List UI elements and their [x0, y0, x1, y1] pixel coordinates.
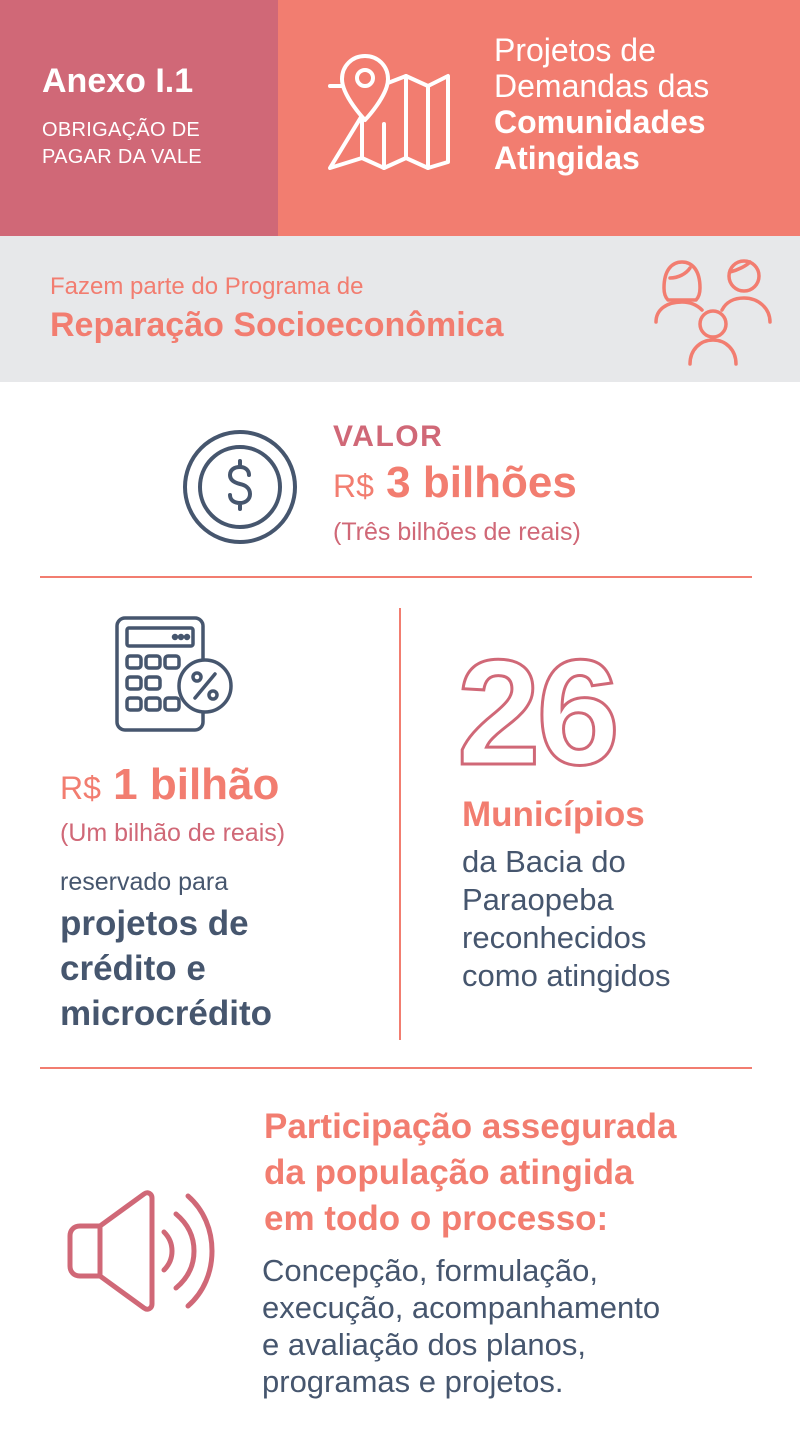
participation-title-line: Participação assegurada: [264, 1107, 677, 1146]
credit-target-line: microcrédito: [60, 994, 272, 1033]
municipalities-number-text: 26: [457, 652, 616, 772]
participation-line: Concepção, formulação,: [262, 1253, 599, 1288]
project-title-bold-text: Comunidades: [494, 104, 706, 140]
annex-subtitle-line: PAGAR DA VALE: [42, 146, 202, 168]
municipalities-description: [462, 843, 782, 995]
value-currency: R$: [333, 468, 374, 504]
credit-amount-number: 1 bilhão: [113, 760, 280, 809]
annex-subtitle-line: OBRIGAÇÃO DE: [42, 119, 201, 141]
credit-target: [60, 901, 390, 1036]
municipalities-line: Paraopeba: [462, 882, 614, 917]
participation-line: e avaliação dos planos,: [262, 1327, 587, 1362]
value-amount: [333, 458, 577, 508]
credit-target-line: projetos de: [60, 904, 249, 943]
participation-line: execução, acompanhamento: [262, 1290, 661, 1325]
program-intro: Fazem parte do Programa de: [50, 273, 364, 300]
project-title-bold-text: Atingidas: [494, 140, 640, 176]
value-words: (Três bilhões de reais): [333, 518, 581, 546]
divider-vertical: [399, 608, 401, 1040]
credit-words: (Um bilhão de reais): [60, 819, 286, 847]
participation-title: [264, 1104, 794, 1242]
municipalities-line: da Bacia do: [462, 844, 626, 879]
value-amount-number: 3 bilhões: [386, 458, 577, 507]
participation-title-line: em todo o processo:: [264, 1199, 609, 1238]
project-title-line-bold: [494, 104, 709, 140]
divider-bottom: [40, 1067, 752, 1069]
project-title: [494, 32, 709, 176]
municipalities-label: Municípios: [462, 795, 645, 834]
project-title-line-bold: [494, 140, 709, 176]
dollar-coin-icon: [182, 429, 298, 545]
participation-description: [262, 1252, 792, 1400]
municipalities-number: [455, 652, 755, 772]
participation-line: programas e projetos.: [262, 1364, 564, 1399]
value-label: VALOR: [333, 420, 444, 453]
credit-target-line: crédito e: [60, 949, 206, 988]
project-title-line: Projetos de: [494, 32, 656, 68]
divider-top: [40, 576, 752, 578]
credit-reserved-text: reservado para: [60, 868, 229, 896]
program-name: Reparação Socioeconômica: [50, 306, 504, 344]
credit-amount: [60, 760, 279, 810]
annex-title: Anexo I.1: [42, 62, 194, 100]
participation-title-line: da população atingida: [264, 1153, 634, 1192]
people-icon: [650, 252, 776, 368]
calculator-percent-icon: [113, 614, 237, 734]
annex-subtitle: [42, 117, 202, 171]
speaker-icon: [64, 1188, 216, 1314]
municipalities-line: reconhecidos: [462, 920, 647, 955]
credit-currency: R$: [60, 770, 101, 806]
municipalities-line: como atingidos: [462, 958, 671, 993]
map-pin-icon: [326, 54, 450, 170]
project-title-line: Demandas das: [494, 68, 710, 104]
